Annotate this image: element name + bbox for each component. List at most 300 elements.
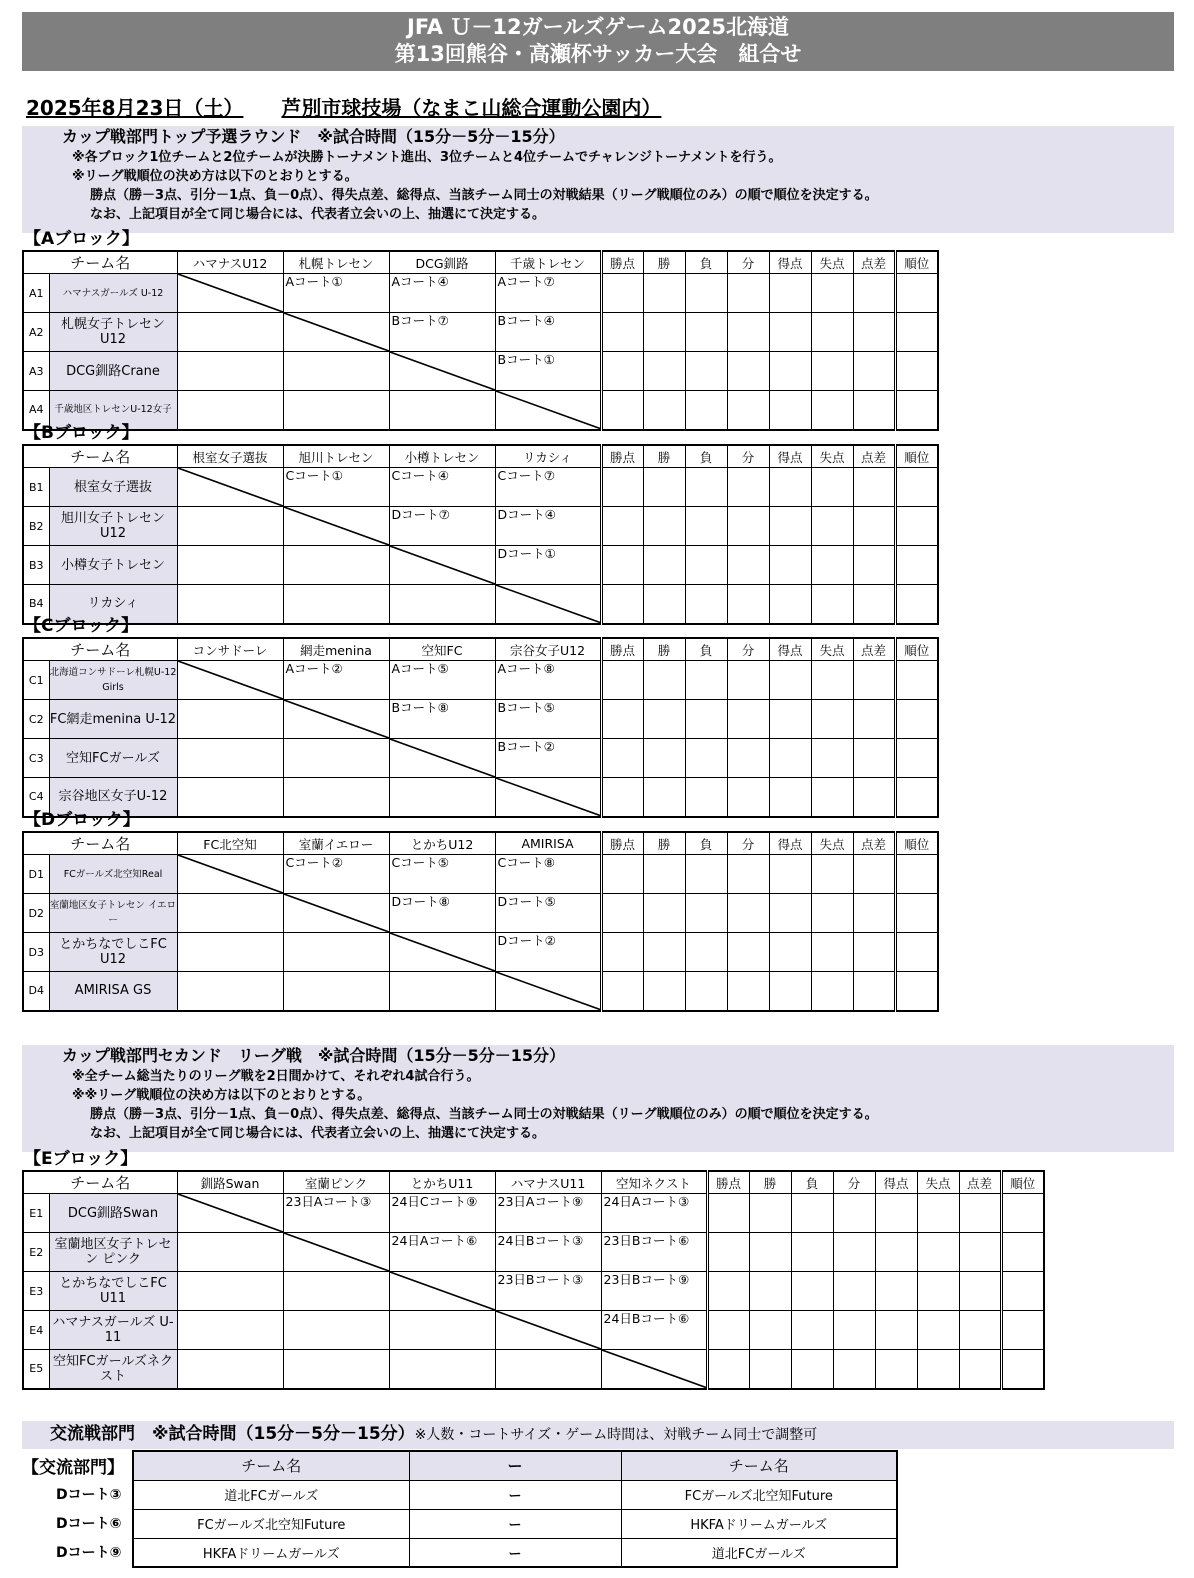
diagonal-cell	[283, 1233, 389, 1272]
team-id: A3	[23, 352, 49, 391]
exchange-label: 【交流部門】	[22, 1458, 124, 1478]
stat-cell	[727, 661, 769, 700]
stat-cell	[601, 778, 643, 817]
match-cell	[283, 1350, 389, 1389]
diagonal-cell	[177, 1194, 283, 1233]
exchange-table	[132, 1450, 898, 1568]
team-id: A4	[23, 391, 49, 430]
stat-cell	[853, 894, 895, 933]
home-team-header: チーム名	[133, 1451, 409, 1480]
team-name-header: チーム名	[23, 638, 177, 661]
stat-cell	[1001, 1233, 1044, 1272]
stat-cell	[749, 1194, 791, 1233]
stat-cell	[895, 778, 938, 817]
team-id: B3	[23, 546, 49, 585]
diagonal-cell	[283, 894, 389, 933]
stat-header: 失点	[811, 832, 853, 855]
opponent-header: ハマナスU11	[495, 1171, 601, 1194]
team-name: 空知FCガールズ	[49, 739, 177, 778]
stat-cell	[959, 1233, 1001, 1272]
table-row	[23, 468, 938, 507]
stat-cell	[685, 972, 727, 1011]
team-id: C2	[23, 700, 49, 739]
team-id: B4	[23, 585, 49, 624]
stat-cell	[685, 313, 727, 352]
stat-header: 失点	[811, 251, 853, 274]
team-id: D2	[23, 894, 49, 933]
page-title	[22, 12, 1174, 71]
stat-cell	[601, 391, 643, 430]
match-cell	[283, 739, 389, 778]
stat-cell	[895, 933, 938, 972]
stat-header: 順位	[895, 638, 938, 661]
match-cell: Cコート②	[283, 855, 389, 894]
opponent-header: 千歳トレセン	[495, 251, 601, 274]
stat-cell	[895, 739, 938, 778]
stat-cell	[685, 507, 727, 546]
stat-header: 負	[685, 251, 727, 274]
table-row	[23, 274, 938, 313]
stat-cell	[707, 1233, 749, 1272]
stat-cell	[895, 391, 938, 430]
match-cell	[177, 1350, 283, 1389]
team-name: とかちなでしこFC U12	[49, 933, 177, 972]
vs-header: ー	[409, 1451, 621, 1480]
diagonal-cell	[389, 546, 495, 585]
stat-header: 負	[685, 832, 727, 855]
stat-header: 順位	[895, 832, 938, 855]
match-cell: 23日Aコート③	[283, 1194, 389, 1233]
stat-cell	[895, 661, 938, 700]
away-team: 道北FCガールズ	[621, 1538, 897, 1567]
opponent-header: 根室女子選抜	[177, 445, 283, 468]
stat-cell	[769, 468, 811, 507]
match-cell: Dコート⑧	[389, 894, 495, 933]
table-row	[133, 1480, 897, 1509]
stat-header: 負	[685, 445, 727, 468]
match-cell	[177, 585, 283, 624]
block-table	[22, 831, 939, 1012]
vs-mark: ー	[409, 1509, 621, 1538]
block-title: 【Bブロック】	[24, 423, 139, 443]
team-id: E1	[23, 1194, 49, 1233]
table-row	[23, 700, 938, 739]
team-name: 宗谷地区女子U-12	[49, 778, 177, 817]
team-id: D1	[23, 855, 49, 894]
stat-cell	[769, 700, 811, 739]
stat-cell	[707, 1311, 749, 1350]
exchange-note: ※人数・コートサイズ・ゲーム時間は、対戦チーム同士で調整可	[414, 1427, 818, 1443]
match-cell	[177, 778, 283, 817]
match-cell: 23日Aコート⑨	[495, 1194, 601, 1233]
stat-cell	[959, 1350, 1001, 1389]
stat-cell	[601, 585, 643, 624]
match-cell: 24日Bコート③	[495, 1233, 601, 1272]
match-cell: Cコート⑧	[495, 855, 601, 894]
stat-cell	[811, 855, 853, 894]
stat-cell	[833, 1350, 875, 1389]
stat-cell	[875, 1350, 917, 1389]
stat-cell	[811, 972, 853, 1011]
stat-cell	[769, 661, 811, 700]
match-cell: Aコート②	[283, 661, 389, 700]
stat-cell	[917, 1350, 959, 1389]
away-team-header: チーム名	[621, 1451, 897, 1480]
match-cell: Aコート⑤	[389, 661, 495, 700]
table-row	[23, 894, 938, 933]
stat-cell	[685, 546, 727, 585]
stat-cell	[895, 546, 938, 585]
stat-cell	[769, 313, 811, 352]
opponent-header: リカシィ	[495, 445, 601, 468]
stat-cell	[875, 1194, 917, 1233]
stat-cell	[895, 468, 938, 507]
opponent-header: 小樽トレセン	[389, 445, 495, 468]
stat-cell	[685, 700, 727, 739]
opponent-header: 釧路Swan	[177, 1171, 283, 1194]
stat-cell	[643, 546, 685, 585]
stat-header: 分	[727, 832, 769, 855]
stat-cell	[727, 546, 769, 585]
exchange-heading: 交流戦部門 ※試合時間（15分－5分－15分）	[50, 1424, 415, 1444]
stat-header: 勝	[643, 251, 685, 274]
home-team: HKFAドリームガールズ	[133, 1538, 409, 1567]
stat-cell	[643, 972, 685, 1011]
diagonal-cell	[389, 352, 495, 391]
stat-cell	[791, 1233, 833, 1272]
top-round-heading: カップ戦部門トップ予選ラウンド ※試合時間（15分－5分－15分）	[62, 127, 565, 146]
table-row	[133, 1509, 897, 1538]
diagonal-cell	[177, 661, 283, 700]
block-title: 【Dブロック】	[24, 810, 140, 830]
stat-cell	[685, 778, 727, 817]
stat-cell	[959, 1311, 1001, 1350]
table-row	[23, 972, 938, 1011]
stat-cell	[727, 352, 769, 391]
stat-cell	[727, 313, 769, 352]
stat-cell	[853, 507, 895, 546]
stat-cell	[685, 274, 727, 313]
stat-header: 失点	[917, 1171, 959, 1194]
stat-cell	[811, 313, 853, 352]
match-cell	[389, 391, 495, 430]
team-id: E3	[23, 1272, 49, 1311]
stat-cell	[685, 933, 727, 972]
team-id: A1	[23, 274, 49, 313]
stat-cell	[917, 1194, 959, 1233]
match-cell: 23日Bコート⑨	[601, 1272, 707, 1311]
match-cell: Aコート①	[283, 274, 389, 313]
table-row	[23, 739, 938, 778]
stat-cell	[643, 778, 685, 817]
stat-cell	[769, 933, 811, 972]
stat-cell	[853, 313, 895, 352]
opponent-header: コンサドーレ	[177, 638, 283, 661]
stat-cell	[685, 468, 727, 507]
opponent-header: 宗谷女子U12	[495, 638, 601, 661]
stat-cell	[853, 661, 895, 700]
diagonal-cell	[283, 313, 389, 352]
match-cell: Bコート⑤	[495, 700, 601, 739]
team-name: 旭川女子トレセン U12	[49, 507, 177, 546]
team-name: 空知FCガールズネクスト	[49, 1350, 177, 1389]
stat-header: 勝点	[601, 251, 643, 274]
match-cell	[283, 546, 389, 585]
stat-cell	[895, 972, 938, 1011]
table-row	[23, 661, 938, 700]
stat-cell	[601, 468, 643, 507]
stat-cell	[833, 1311, 875, 1350]
match-cell	[177, 546, 283, 585]
stat-cell	[895, 585, 938, 624]
stat-header: 分	[727, 445, 769, 468]
stat-cell	[811, 274, 853, 313]
match-cell	[283, 933, 389, 972]
diagonal-cell	[495, 391, 601, 430]
block-title: 【Aブロック】	[24, 229, 139, 249]
match-cell	[389, 1311, 495, 1350]
team-name: とかちなでしこFC U11	[49, 1272, 177, 1311]
stat-cell	[643, 894, 685, 933]
table-row	[23, 1194, 1044, 1233]
block-title: 【Cブロック】	[24, 616, 139, 636]
stat-cell	[643, 585, 685, 624]
match-cell	[283, 778, 389, 817]
top-round-rule: なお、上記項目が全て同じ場合には、代表者立会いの上、抽選にて決定する。	[90, 207, 546, 222]
stat-cell	[727, 468, 769, 507]
block-table	[22, 1170, 1045, 1390]
opponent-header: ハマナスU12	[177, 251, 283, 274]
stat-cell	[1001, 1350, 1044, 1389]
table-header-row	[23, 638, 938, 661]
match-cell: Dコート⑦	[389, 507, 495, 546]
team-name: DCG釧路Swan	[49, 1194, 177, 1233]
stat-cell	[643, 855, 685, 894]
second-round-rules	[22, 1045, 1174, 1152]
stat-cell	[853, 855, 895, 894]
match-cell	[177, 1233, 283, 1272]
match-cell	[177, 1311, 283, 1350]
opponent-header: とかちU11	[389, 1171, 495, 1194]
stat-cell	[707, 1194, 749, 1233]
stat-cell	[917, 1311, 959, 1350]
stat-header: 勝点	[707, 1171, 749, 1194]
stat-cell	[643, 700, 685, 739]
second-round-heading: カップ戦部門セカンド リーグ戦 ※試合時間（15分－5分－15分）	[62, 1046, 566, 1065]
team-name: ハマナスガールズ U-11	[49, 1311, 177, 1350]
opponent-header: 旭川トレセン	[283, 445, 389, 468]
stat-cell	[769, 546, 811, 585]
top-round-rule: ※各ブロック1位チームと2位チームが決勝トーナメント進出、3位チームと4位チームでチャレンジトーナメントを行う。	[72, 150, 782, 165]
stat-cell	[643, 468, 685, 507]
match-cell	[389, 585, 495, 624]
table-row	[23, 1350, 1044, 1389]
stat-cell	[685, 739, 727, 778]
diagonal-cell	[601, 1350, 707, 1389]
stat-cell	[685, 855, 727, 894]
stat-cell	[601, 700, 643, 739]
stat-cell	[875, 1311, 917, 1350]
table-row	[23, 778, 938, 817]
stat-cell	[833, 1194, 875, 1233]
stat-cell	[791, 1350, 833, 1389]
stat-cell	[643, 661, 685, 700]
stat-cell	[727, 739, 769, 778]
match-cell: Bコート④	[495, 313, 601, 352]
stat-cell	[601, 972, 643, 1011]
stat-header: 分	[727, 251, 769, 274]
stat-cell	[853, 972, 895, 1011]
stat-cell	[811, 894, 853, 933]
stat-cell	[853, 778, 895, 817]
diagonal-cell	[283, 700, 389, 739]
team-id: D4	[23, 972, 49, 1011]
stat-cell	[769, 585, 811, 624]
stat-cell	[727, 972, 769, 1011]
match-cell: Bコート②	[495, 739, 601, 778]
diagonal-cell	[177, 855, 283, 894]
stat-cell	[643, 313, 685, 352]
match-cell	[389, 1350, 495, 1389]
stat-cell	[895, 352, 938, 391]
match-cell: 23日Bコート⑥	[601, 1233, 707, 1272]
exchange-band	[22, 1421, 1174, 1449]
stat-header: 点差	[853, 445, 895, 468]
team-name: 札幌女子トレセン U12	[49, 313, 177, 352]
stat-cell	[643, 352, 685, 391]
stat-cell	[853, 739, 895, 778]
stat-header: 順位	[895, 251, 938, 274]
stat-header: 勝点	[601, 638, 643, 661]
team-name: DCG釧路Crane	[49, 352, 177, 391]
stat-header: 分	[727, 638, 769, 661]
stat-cell	[601, 507, 643, 546]
table-row	[23, 1233, 1044, 1272]
stat-cell	[727, 700, 769, 739]
stat-cell	[685, 352, 727, 391]
stat-cell	[895, 507, 938, 546]
stat-cell	[811, 661, 853, 700]
stat-cell	[811, 352, 853, 391]
stat-cell	[895, 274, 938, 313]
stat-cell	[643, 739, 685, 778]
stat-cell	[727, 391, 769, 430]
table-row	[23, 546, 938, 585]
match-cell: Dコート④	[495, 507, 601, 546]
opponent-header: 空知FC	[389, 638, 495, 661]
date-venue-line	[26, 92, 661, 121]
opponent-header: 室蘭ピンク	[283, 1171, 389, 1194]
stat-cell	[1001, 1311, 1044, 1350]
stat-cell	[811, 700, 853, 739]
stat-cell	[853, 391, 895, 430]
team-id: C1	[23, 661, 49, 700]
match-cell: Aコート⑧	[495, 661, 601, 700]
stat-cell	[727, 933, 769, 972]
stat-cell	[707, 1350, 749, 1389]
table-row	[23, 352, 938, 391]
table-row	[23, 1272, 1044, 1311]
event-date: 2025年8月23日（土）	[26, 96, 244, 120]
stat-cell	[769, 352, 811, 391]
team-id: C3	[23, 739, 49, 778]
stat-cell	[643, 391, 685, 430]
match-cell	[177, 972, 283, 1011]
stat-cell	[601, 546, 643, 585]
match-cell	[283, 972, 389, 1011]
stat-cell	[643, 933, 685, 972]
match-cell	[177, 391, 283, 430]
stat-cell	[895, 313, 938, 352]
stat-header: 負	[685, 638, 727, 661]
court-label: Dコート⑥	[56, 1516, 122, 1532]
stat-cell	[685, 391, 727, 430]
stat-cell	[811, 585, 853, 624]
team-name: 北海道コンサドーレ札幌U-12 Girls	[49, 661, 177, 700]
match-cell	[283, 391, 389, 430]
stat-cell	[727, 507, 769, 546]
stat-cell	[811, 546, 853, 585]
team-name-header: チーム名	[23, 832, 177, 855]
table-header-row	[23, 832, 938, 855]
diagonal-cell	[389, 1272, 495, 1311]
stat-cell	[727, 585, 769, 624]
stat-cell	[1001, 1194, 1044, 1233]
stat-cell	[853, 352, 895, 391]
stat-cell	[791, 1311, 833, 1350]
team-id: E5	[23, 1350, 49, 1389]
table-row	[133, 1538, 897, 1567]
opponent-header: FC北空知	[177, 832, 283, 855]
stat-header: 勝	[643, 445, 685, 468]
stat-cell	[895, 855, 938, 894]
match-cell	[177, 894, 283, 933]
team-name: 根室女子選抜	[49, 468, 177, 507]
stat-cell	[769, 391, 811, 430]
stat-cell	[811, 933, 853, 972]
team-name-header: チーム名	[23, 251, 177, 274]
diagonal-cell	[177, 468, 283, 507]
stat-header: 得点	[769, 638, 811, 661]
table-row	[23, 1311, 1044, 1350]
stat-header: 勝点	[601, 832, 643, 855]
team-name: リカシィ	[49, 585, 177, 624]
stat-cell	[601, 739, 643, 778]
match-cell: Bコート⑧	[389, 700, 495, 739]
match-cell: 24日Bコート⑥	[601, 1311, 707, 1350]
stat-cell	[853, 933, 895, 972]
match-cell	[283, 585, 389, 624]
team-id: B2	[23, 507, 49, 546]
diagonal-cell	[389, 739, 495, 778]
top-round-rule: ※リーグ戦順位の決め方は以下のとおりとする。	[72, 169, 358, 184]
team-name: AMIRISA GS	[49, 972, 177, 1011]
team-id: C4	[23, 778, 49, 817]
match-cell	[283, 352, 389, 391]
court-label: Dコート⑨	[56, 1545, 122, 1561]
stat-cell	[601, 274, 643, 313]
table-header-row	[23, 1171, 1044, 1194]
stat-cell	[685, 585, 727, 624]
match-cell: Dコート①	[495, 546, 601, 585]
stat-header: 得点	[875, 1171, 917, 1194]
match-cell: Dコート⑤	[495, 894, 601, 933]
opponent-header: DCG釧路	[389, 251, 495, 274]
stat-cell	[749, 1311, 791, 1350]
match-cell	[389, 778, 495, 817]
diagonal-cell	[283, 507, 389, 546]
match-cell: 24日Aコート③	[601, 1194, 707, 1233]
